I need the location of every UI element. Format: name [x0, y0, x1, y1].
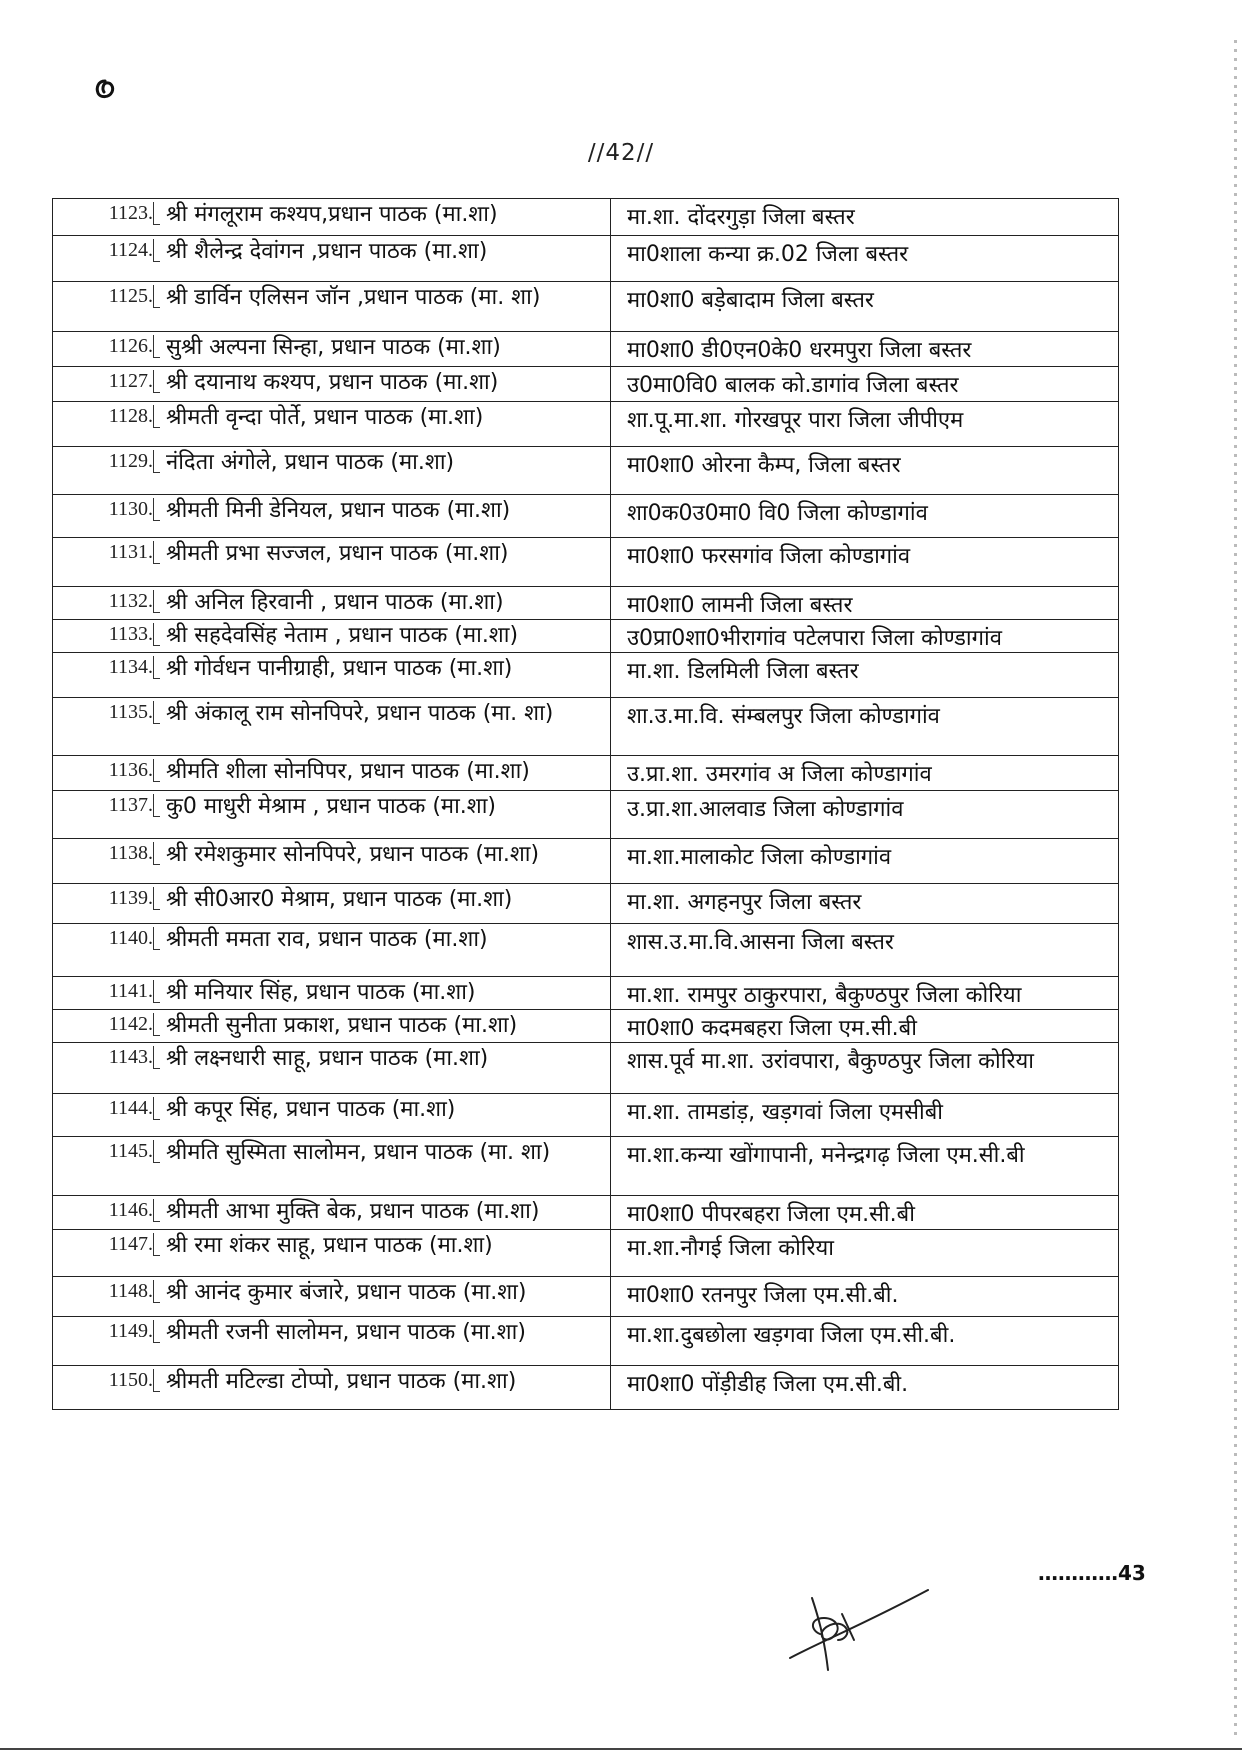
table-row — [53, 1196, 1119, 1230]
serial-bracket — [153, 541, 160, 564]
table-row — [53, 653, 1119, 698]
name-cell — [53, 620, 611, 653]
school-cell — [611, 1366, 1119, 1410]
table-row — [53, 620, 1119, 653]
name-cell-content — [53, 495, 610, 524]
table-row — [53, 756, 1119, 791]
serial-bracket — [153, 1046, 160, 1069]
name-cell — [53, 1317, 611, 1366]
table-row — [53, 332, 1119, 367]
serial-number: 1144. — [108, 1097, 153, 1119]
name-cell — [53, 587, 611, 620]
school-name: मा0शा0 पीपरबहरा जिला एम.सी.बी — [627, 1202, 915, 1227]
teacher-name: श्रीमती आभा मुक्ति बेक, प्रधान पाठक (मा.शा) — [166, 1199, 540, 1224]
school-name: मा0शा0 लामनी जिला बस्तर — [627, 593, 853, 618]
school-name: मा0शा0 कदमबहरा जिला एम.सी.बी — [627, 1016, 917, 1041]
serial-number: 1129. — [108, 450, 153, 472]
school-cell — [611, 495, 1119, 538]
teacher-name: श्री आनंद कुमार बंजारे, प्रधान पाठक (मा.शा) — [166, 1280, 527, 1305]
school-name: शास.पूर्व मा.शा. उरांवपारा, बैकुण्ठपुर जिला कोरिया — [627, 1049, 1034, 1074]
table-row — [53, 495, 1119, 538]
serial-number: 1141. — [108, 980, 153, 1002]
serial-number: 1124. — [108, 239, 153, 261]
school-name: मा0शा0 ओरना कैम्प, जिला बस्तर — [627, 453, 901, 478]
teacher-name: श्रीमती ममता राव, प्रधान पाठक (मा.शा) — [166, 927, 488, 952]
teacher-name: श्री दयानाथ कश्यप, प्रधान पाठक (मा.शा) — [166, 370, 499, 395]
name-cell-content — [53, 367, 610, 396]
table-row — [53, 447, 1119, 495]
name-cell — [53, 977, 611, 1010]
serial-number: 1128. — [108, 405, 153, 427]
name-cell-content — [53, 1366, 610, 1395]
name-cell-content — [53, 236, 610, 265]
serial-bracket — [153, 1199, 160, 1222]
teacher-name: श्री मनियार सिंह, प्रधान पाठक (मा.शा) — [166, 980, 476, 1005]
school-name: शा0क0उ0मा0 वि0 जिला कोण्डागांव — [627, 501, 928, 526]
teacher-name: कु0 माधुरी मेश्राम , प्रधान पाठक (मा.शा) — [166, 794, 497, 819]
school-cell — [611, 1277, 1119, 1317]
serial-number: 1125. — [108, 285, 153, 307]
name-cell — [53, 698, 611, 756]
table-row — [53, 924, 1119, 977]
name-cell-content — [53, 447, 610, 476]
serial-number: 1142. — [108, 1013, 153, 1035]
school-cell — [611, 402, 1119, 447]
school-cell — [611, 538, 1119, 587]
teacher-name: श्रीमति सुस्मिता सालोमन, प्रधान पाठक (मा. शा) — [166, 1140, 551, 1165]
school-cell — [611, 884, 1119, 924]
table-row — [53, 1230, 1119, 1277]
serial-bracket — [153, 498, 160, 521]
school-name: शास.उ.मा.वि.आसना जिला बस्तर — [627, 930, 894, 955]
serial-number: 1134. — [108, 656, 153, 678]
teacher-name: श्री रमेशकुमार सोनपिपरे, प्रधान पाठक (मा.शा) — [166, 842, 540, 867]
serial-number: 1136. — [108, 759, 153, 781]
school-name: मा0शा0 फरसगांव जिला कोण्डागांव — [627, 544, 911, 569]
name-cell-content — [53, 884, 610, 913]
name-cell — [53, 756, 611, 791]
serial-bracket — [153, 370, 160, 393]
serial-bracket — [153, 1013, 160, 1036]
name-cell — [53, 332, 611, 367]
table-row — [53, 587, 1119, 620]
serial-number: 1139. — [108, 887, 153, 909]
name-cell-content — [53, 1230, 610, 1259]
teacher-name: श्रीमती रजनी सालोमन, प्रधान पाठक (मा.शा) — [166, 1320, 526, 1345]
serial-number: 1133. — [108, 623, 153, 645]
name-cell-content — [53, 402, 610, 431]
school-cell — [611, 1230, 1119, 1277]
school-name: शा.पू.मा.शा. गोरखपूर पारा जिला जीपीएम — [627, 408, 964, 433]
name-cell-content — [53, 653, 610, 682]
school-cell — [611, 1010, 1119, 1043]
table-row — [53, 402, 1119, 447]
name-cell — [53, 1137, 611, 1196]
teacher-name: श्री अंकालू राम सोनपिपरे, प्रधान पाठक (मा. शा) — [166, 701, 554, 726]
name-cell — [53, 402, 611, 447]
name-cell — [53, 1010, 611, 1043]
table-row — [53, 698, 1119, 756]
teacher-name: श्रीमती मटिल्डा टोप्पो, प्रधान पाठक (मा.शा) — [166, 1369, 517, 1394]
serial-number: 1140. — [108, 927, 153, 949]
school-cell — [611, 1137, 1119, 1196]
table-row — [53, 839, 1119, 884]
serial-bracket — [153, 1320, 160, 1343]
continuation-page-marker: …………43 — [1038, 1561, 1146, 1585]
bottom-rule — [0, 1748, 1242, 1750]
serial-number: 1150. — [108, 1369, 153, 1391]
school-cell — [611, 924, 1119, 977]
serial-bracket — [153, 405, 160, 428]
teacher-name: श्री कपूर सिंह, प्रधान पाठक (मा.शा) — [166, 1097, 456, 1122]
school-cell — [611, 236, 1119, 282]
school-cell — [611, 977, 1119, 1010]
table-body — [53, 199, 1119, 1410]
school-name: मा0शा0 बड़ेबादाम जिला बस्तर — [627, 288, 874, 313]
signature-mark — [780, 1570, 940, 1680]
school-cell — [611, 756, 1119, 791]
table-row — [53, 1010, 1119, 1043]
name-cell — [53, 1366, 611, 1410]
name-cell-content — [53, 1277, 610, 1306]
serial-number: 1137. — [108, 794, 153, 816]
name-cell — [53, 282, 611, 332]
table-row — [53, 199, 1119, 236]
school-name: मा.शा. अगहनपुर जिला बस्तर — [627, 890, 862, 915]
school-cell — [611, 1043, 1119, 1094]
serial-bracket — [153, 285, 160, 308]
name-cell — [53, 1094, 611, 1137]
serial-number: 1149. — [108, 1320, 153, 1342]
table-row — [53, 884, 1119, 924]
school-name: मा.शा. दोंदरगुड़ा जिला बस्तर — [627, 205, 855, 230]
name-cell-content — [53, 1196, 610, 1225]
name-cell — [53, 199, 611, 236]
teacher-posting-table — [52, 198, 1119, 1410]
teacher-name: श्री मंगलूराम कश्यप,प्रधान पाठक (मा.शा) — [166, 202, 498, 227]
name-cell — [53, 791, 611, 839]
name-cell — [53, 653, 611, 698]
school-cell — [611, 367, 1119, 402]
school-cell — [611, 620, 1119, 653]
serial-bracket — [153, 656, 160, 679]
name-cell — [53, 367, 611, 402]
name-cell-content — [53, 1137, 610, 1166]
teacher-name: श्री रमा शंकर साहू, प्रधान पाठक (मा.शा) — [166, 1233, 493, 1258]
school-cell — [611, 587, 1119, 620]
school-cell — [611, 447, 1119, 495]
school-cell — [611, 839, 1119, 884]
teacher-name: श्रीमती प्रभा सज्जल, प्रधान पाठक (मा.शा) — [166, 541, 509, 566]
teacher-name: श्री गोर्वधन पानीग्राही, प्रधान पाठक (मा.शा) — [166, 656, 513, 681]
school-name: मा.शा. तामडांड़, खड़गवां जिला एमसीबी — [627, 1100, 943, 1125]
school-name: शा.उ.मा.वि. संम्बलपुर जिला कोण्डागांव — [627, 704, 940, 729]
school-name: मा.शा. डिलमिली जिला बस्तर — [627, 659, 859, 684]
teacher-name: श्री शैलेन्द्र देवांगन ,प्रधान पाठक (मा.शा) — [166, 239, 488, 264]
name-cell-content — [53, 282, 610, 311]
serial-bracket — [153, 927, 160, 950]
table-row — [53, 1317, 1119, 1366]
teacher-name: श्रीमती मिनी डेनियल, प्रधान पाठक (मा.शा) — [166, 498, 511, 523]
school-cell — [611, 791, 1119, 839]
serial-bracket — [153, 1280, 160, 1303]
name-cell-content — [53, 698, 610, 727]
school-cell — [611, 1094, 1119, 1137]
serial-number: 1138. — [108, 842, 153, 864]
school-name: मा.शा.कन्या खोंगापानी, मनेन्द्रगढ़ जिला एम.सी.बी — [627, 1143, 1025, 1168]
teacher-name: श्री लक्ष्नधारी साहू, प्रधान पाठक (मा.शा) — [166, 1046, 489, 1071]
name-cell-content — [53, 924, 610, 953]
name-cell-content — [53, 756, 610, 785]
school-cell — [611, 332, 1119, 367]
school-name: मा0शाला कन्या क्र.02 जिला बस्तर — [627, 242, 909, 267]
name-cell-content — [53, 1043, 610, 1072]
school-cell — [611, 653, 1119, 698]
table-row — [53, 977, 1119, 1010]
name-cell — [53, 447, 611, 495]
teacher-name: श्री सी0आर0 मेश्राम, प्रधान पाठक (मा.शा) — [166, 887, 513, 912]
table-row — [53, 1094, 1119, 1137]
teacher-name: श्रीमती सुनीता प्रकाश, प्रधान पाठक (मा.शा) — [166, 1013, 518, 1038]
serial-bracket — [153, 1369, 160, 1392]
table-row — [53, 282, 1119, 332]
teacher-name: श्री अनिल हिरवानी , प्रधान पाठक (मा.शा) — [166, 590, 504, 615]
school-name: मा0शा0 डी0एन0के0 धरमपुरा जिला बस्तर — [627, 338, 972, 363]
serial-number: 1130. — [108, 498, 153, 520]
school-name: मा.शा.नौगई जिला कोरिया — [627, 1236, 834, 1261]
serial-bracket — [153, 239, 160, 262]
name-cell — [53, 495, 611, 538]
serial-number: 1131. — [108, 541, 153, 563]
serial-number: 1132. — [108, 590, 153, 612]
table-row — [53, 1043, 1119, 1094]
serial-number: 1143. — [108, 1046, 153, 1068]
name-cell — [53, 1196, 611, 1230]
serial-number: 1145. — [108, 1140, 153, 1162]
teacher-name: श्रीमति शीला सोनपिपर, प्रधान पाठक (मा.शा) — [166, 759, 530, 784]
teacher-name: नंदिता अंगोले, प्रधान पाठक (मा.शा) — [166, 450, 455, 475]
name-cell-content — [53, 587, 610, 616]
name-cell — [53, 884, 611, 924]
school-name: उ0मा0वि0 बालक को.डागांव जिला बस्तर — [627, 373, 959, 398]
serial-number: 1127. — [108, 370, 153, 392]
school-name: उ.प्रा.शा.आलवाड जिला कोण्डागांव — [627, 797, 904, 822]
school-name: उ0प्रा0शा0भीरागांव पटेलपारा जिला कोण्डागांव — [627, 626, 1002, 651]
name-cell — [53, 1230, 611, 1277]
serial-bracket — [153, 335, 160, 358]
serial-bracket — [153, 590, 160, 613]
table-row — [53, 1366, 1119, 1410]
serial-bracket — [153, 759, 160, 782]
school-cell — [611, 282, 1119, 332]
table-row — [53, 1137, 1119, 1196]
name-cell — [53, 924, 611, 977]
name-cell-content — [53, 977, 610, 1006]
page-number: //42// — [587, 140, 655, 166]
name-cell-content — [53, 199, 610, 228]
name-cell-content — [53, 332, 610, 361]
school-name: मा.शा. रामपुर ठाकुरपारा, बैकुण्ठपुर जिला कोरिया — [627, 983, 1022, 1008]
school-cell — [611, 1317, 1119, 1366]
teacher-name: सुश्री अल्पना सिन्हा, प्रधान पाठक (मा.शा) — [166, 335, 501, 360]
serial-bracket — [153, 980, 160, 1003]
table-row — [53, 236, 1119, 282]
name-cell-content — [53, 839, 610, 868]
corner-pen-mark — [94, 78, 116, 100]
name-cell — [53, 1277, 611, 1317]
school-name: मा0शा0 पोंड़ीडीह जिला एम.सी.बी. — [627, 1372, 909, 1397]
school-cell — [611, 698, 1119, 756]
table-row — [53, 791, 1119, 839]
serial-bracket — [153, 1140, 160, 1163]
school-cell — [611, 1196, 1119, 1230]
serial-bracket — [153, 202, 160, 225]
serial-bracket — [153, 1097, 160, 1120]
serial-bracket — [153, 794, 160, 817]
name-cell-content — [53, 1317, 610, 1346]
school-name: उ.प्रा.शा. उमरगांव अ जिला कोण्डागांव — [627, 762, 932, 787]
school-cell — [611, 199, 1119, 236]
serial-number: 1147. — [108, 1233, 153, 1255]
serial-number: 1123. — [108, 202, 153, 224]
name-cell-content — [53, 538, 610, 567]
name-cell-content — [53, 1094, 610, 1123]
teacher-name: श्री सहदेवसिंह नेताम , प्रधान पाठक (मा.शा) — [166, 623, 519, 648]
name-cell — [53, 1043, 611, 1094]
name-cell — [53, 236, 611, 282]
serial-number: 1148. — [108, 1280, 153, 1302]
scan-edge-marks — [1234, 40, 1237, 1740]
serial-number: 1146. — [108, 1199, 153, 1221]
teacher-name: श्री डार्विन एलिसन जॉन ,प्रधान पाठक (मा. शा) — [166, 285, 541, 310]
table-row — [53, 538, 1119, 587]
name-cell — [53, 839, 611, 884]
serial-bracket — [153, 842, 160, 865]
teacher-name: श्रीमती वृन्दा पोर्ते, प्रधान पाठक (मा.शा) — [166, 405, 484, 430]
serial-bracket — [153, 887, 160, 910]
name-cell-content — [53, 1010, 610, 1039]
name-cell — [53, 538, 611, 587]
name-cell-content — [53, 791, 610, 820]
serial-number: 1126. — [108, 335, 153, 357]
name-cell-content — [53, 620, 610, 649]
serial-bracket — [153, 623, 160, 646]
serial-bracket — [153, 1233, 160, 1256]
school-name: मा.शा.मालाकोट जिला कोण्डागांव — [627, 845, 892, 870]
serial-number: 1135. — [108, 701, 153, 723]
table-row — [53, 367, 1119, 402]
table-row — [53, 1277, 1119, 1317]
school-name: मा0शा0 रतनपुर जिला एम.सी.बी. — [627, 1283, 899, 1308]
serial-bracket — [153, 701, 160, 724]
serial-bracket — [153, 450, 160, 473]
school-name: मा.शा.दुबछोला खड़गवा जिला एम.सी.बी. — [627, 1323, 956, 1348]
